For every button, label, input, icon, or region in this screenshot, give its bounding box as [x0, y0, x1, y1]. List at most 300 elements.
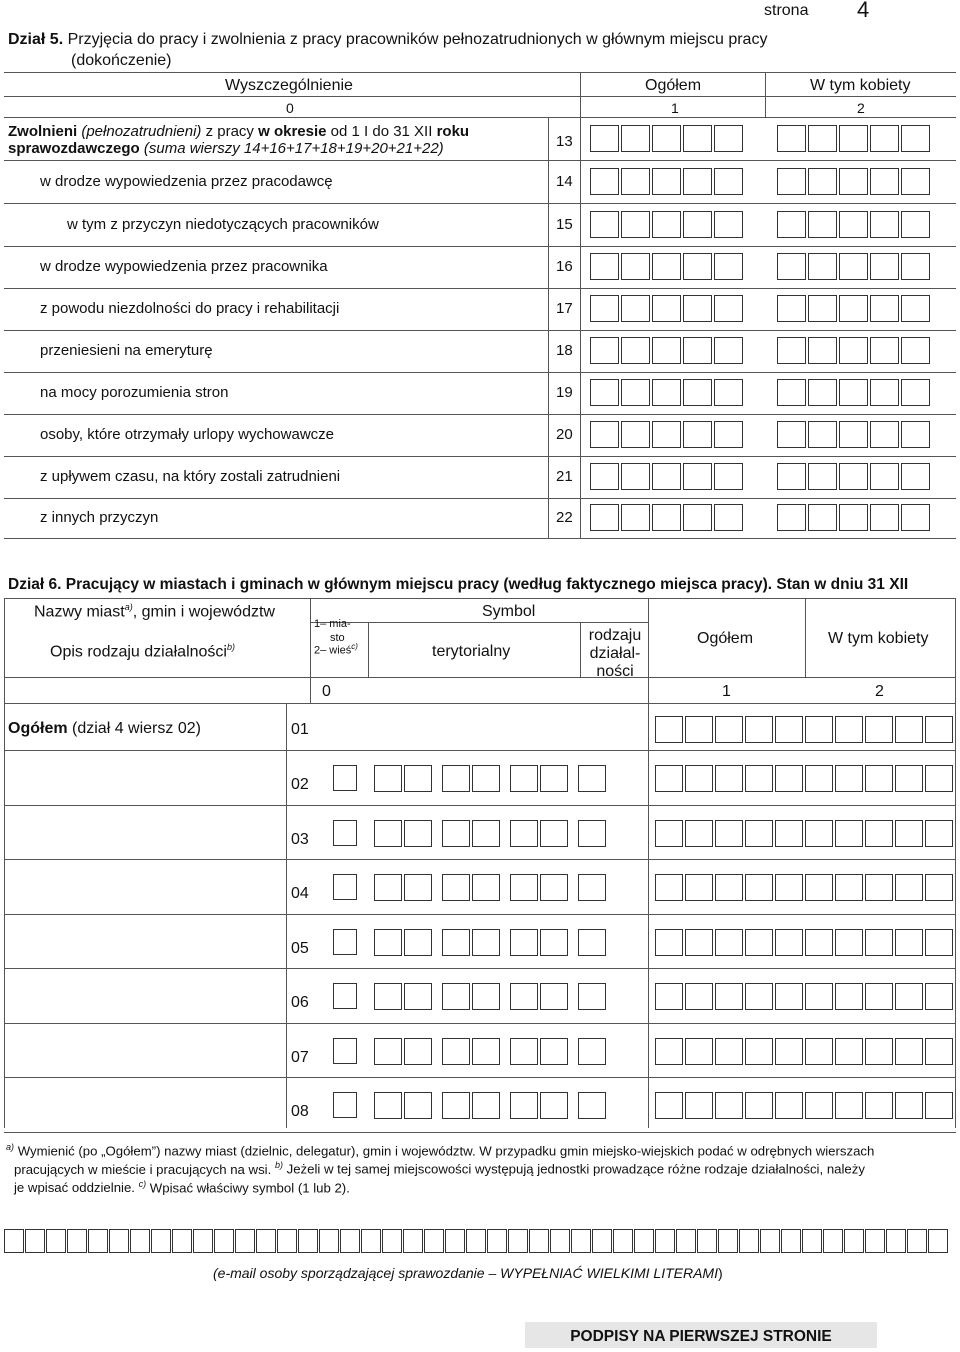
digit-box[interactable]	[442, 820, 470, 847]
email-char-box[interactable]	[193, 1229, 213, 1253]
digit-box[interactable]	[775, 1092, 803, 1119]
row-boxes-women[interactable]	[777, 295, 932, 322]
email-char-box[interactable]	[760, 1229, 780, 1253]
email-char-box[interactable]	[235, 1229, 255, 1253]
digit-box[interactable]	[404, 1092, 432, 1119]
s6-city-village-box[interactable]	[333, 874, 357, 900]
email-char-box[interactable]	[613, 1229, 633, 1253]
digit-box[interactable]	[621, 295, 650, 322]
digit-box[interactable]	[777, 168, 806, 195]
digit-box[interactable]	[442, 1092, 470, 1119]
s6-row-boxes-total[interactable]	[655, 874, 805, 901]
digit-box[interactable]	[865, 929, 893, 956]
email-char-box[interactable]	[697, 1229, 717, 1253]
digit-box[interactable]	[510, 765, 538, 792]
digit-box[interactable]	[510, 983, 538, 1010]
email-char-box[interactable]	[676, 1229, 696, 1253]
digit-box[interactable]	[865, 983, 893, 1010]
email-char-box[interactable]	[256, 1229, 276, 1253]
digit-box[interactable]	[777, 253, 806, 280]
digit-box[interactable]	[683, 295, 712, 322]
s6-city-village-box[interactable]	[333, 929, 357, 955]
digit-box[interactable]	[835, 1038, 863, 1065]
email-char-box[interactable]	[340, 1229, 360, 1253]
digit-box[interactable]	[652, 379, 681, 406]
email-char-box[interactable]	[466, 1229, 486, 1253]
s6-city-village-box[interactable]	[333, 820, 357, 846]
digit-box[interactable]	[777, 463, 806, 490]
digit-box[interactable]	[590, 253, 619, 280]
email-char-box[interactable]	[403, 1229, 423, 1253]
digit-box[interactable]	[805, 1038, 833, 1065]
email-char-box[interactable]	[550, 1229, 570, 1253]
digit-box[interactable]	[777, 125, 806, 152]
digit-box[interactable]	[621, 125, 650, 152]
digit-box[interactable]	[621, 463, 650, 490]
row-boxes-women[interactable]	[777, 168, 932, 195]
digit-box[interactable]	[925, 874, 953, 901]
digit-box[interactable]	[865, 1092, 893, 1119]
email-char-box[interactable]	[109, 1229, 129, 1253]
digit-box[interactable]	[578, 983, 606, 1010]
digit-box[interactable]	[870, 211, 899, 238]
digit-box[interactable]	[510, 820, 538, 847]
digit-box[interactable]	[808, 337, 837, 364]
digit-box[interactable]	[683, 337, 712, 364]
email-char-box[interactable]	[25, 1229, 45, 1253]
s6-row-boxes-total[interactable]	[655, 1092, 805, 1119]
digit-box[interactable]	[715, 929, 743, 956]
digit-box[interactable]	[895, 1092, 923, 1119]
digit-box[interactable]	[683, 421, 712, 448]
digit-box[interactable]	[808, 125, 837, 152]
digit-box[interactable]	[715, 1038, 743, 1065]
digit-box[interactable]	[835, 874, 863, 901]
digit-box[interactable]	[745, 820, 773, 847]
digit-box[interactable]	[685, 983, 713, 1010]
digit-box[interactable]	[333, 874, 357, 900]
digit-box[interactable]	[901, 421, 930, 448]
digit-box[interactable]	[333, 1038, 357, 1064]
digit-box[interactable]	[655, 765, 683, 792]
email-char-box[interactable]	[655, 1229, 675, 1253]
digit-box[interactable]	[621, 504, 650, 531]
s6-row-boxes-total[interactable]	[655, 820, 805, 847]
digit-box[interactable]	[839, 504, 868, 531]
digit-box[interactable]	[683, 168, 712, 195]
digit-box[interactable]	[578, 765, 606, 792]
row-boxes-total[interactable]	[590, 295, 745, 322]
digit-box[interactable]	[865, 765, 893, 792]
s6-row-boxes-women[interactable]	[805, 874, 955, 901]
digit-box[interactable]	[621, 421, 650, 448]
digit-box[interactable]	[540, 874, 568, 901]
digit-box[interactable]	[805, 874, 833, 901]
digit-box[interactable]	[775, 820, 803, 847]
digit-box[interactable]	[578, 1092, 606, 1119]
digit-box[interactable]	[590, 168, 619, 195]
digit-box[interactable]	[839, 421, 868, 448]
email-char-box[interactable]	[781, 1229, 801, 1253]
row-13-boxes-women[interactable]	[777, 125, 932, 152]
digit-box[interactable]	[683, 379, 712, 406]
digit-box[interactable]	[925, 716, 953, 743]
digit-box[interactable]	[925, 983, 953, 1010]
digit-box[interactable]	[839, 125, 868, 152]
row-boxes-total[interactable]	[590, 379, 745, 406]
digit-box[interactable]	[540, 1038, 568, 1065]
digit-box[interactable]	[839, 295, 868, 322]
digit-box[interactable]	[540, 929, 568, 956]
digit-box[interactable]	[374, 929, 402, 956]
digit-box[interactable]	[925, 1038, 953, 1065]
digit-box[interactable]	[777, 337, 806, 364]
row-boxes-total[interactable]	[590, 337, 745, 364]
digit-box[interactable]	[685, 765, 713, 792]
digit-box[interactable]	[714, 125, 743, 152]
digit-box[interactable]	[870, 168, 899, 195]
email-char-box[interactable]	[298, 1229, 318, 1253]
digit-box[interactable]	[839, 253, 868, 280]
digit-box[interactable]	[895, 820, 923, 847]
digit-box[interactable]	[895, 765, 923, 792]
digit-box[interactable]	[777, 211, 806, 238]
digit-box[interactable]	[839, 337, 868, 364]
digit-box[interactable]	[808, 295, 837, 322]
digit-box[interactable]	[777, 504, 806, 531]
digit-box[interactable]	[621, 253, 650, 280]
email-char-box[interactable]	[214, 1229, 234, 1253]
digit-box[interactable]	[745, 929, 773, 956]
digit-box[interactable]	[404, 929, 432, 956]
digit-box[interactable]	[808, 379, 837, 406]
digit-box[interactable]	[901, 295, 930, 322]
email-char-box[interactable]	[361, 1229, 381, 1253]
email-char-box[interactable]	[88, 1229, 108, 1253]
digit-box[interactable]	[374, 1092, 402, 1119]
email-char-box[interactable]	[130, 1229, 150, 1253]
digit-box[interactable]	[808, 421, 837, 448]
digit-box[interactable]	[472, 929, 500, 956]
digit-box[interactable]	[808, 253, 837, 280]
digit-box[interactable]	[901, 463, 930, 490]
digit-box[interactable]	[404, 983, 432, 1010]
digit-box[interactable]	[404, 1038, 432, 1065]
digit-box[interactable]	[745, 874, 773, 901]
digit-box[interactable]	[442, 1038, 470, 1065]
digit-box[interactable]	[442, 929, 470, 956]
digit-box[interactable]	[925, 1092, 953, 1119]
digit-box[interactable]	[655, 1038, 683, 1065]
digit-box[interactable]	[745, 1038, 773, 1065]
digit-box[interactable]	[374, 874, 402, 901]
digit-box[interactable]	[714, 253, 743, 280]
digit-box[interactable]	[714, 463, 743, 490]
digit-box[interactable]	[901, 168, 930, 195]
s6-row-boxes-total[interactable]	[655, 765, 805, 792]
digit-box[interactable]	[590, 504, 619, 531]
digit-box[interactable]	[805, 1092, 833, 1119]
row-boxes-women[interactable]	[777, 379, 932, 406]
digit-box[interactable]	[745, 1092, 773, 1119]
digit-box[interactable]	[621, 211, 650, 238]
digit-box[interactable]	[839, 168, 868, 195]
digit-box[interactable]	[590, 421, 619, 448]
digit-box[interactable]	[590, 125, 619, 152]
digit-box[interactable]	[472, 983, 500, 1010]
digit-box[interactable]	[745, 983, 773, 1010]
digit-box[interactable]	[895, 929, 923, 956]
digit-box[interactable]	[652, 168, 681, 195]
digit-box[interactable]	[805, 929, 833, 956]
s6-total-boxes-women[interactable]	[805, 716, 955, 743]
digit-box[interactable]	[895, 983, 923, 1010]
s6-city-village-box[interactable]	[333, 765, 357, 791]
digit-box[interactable]	[870, 253, 899, 280]
digit-box[interactable]	[540, 983, 568, 1010]
row-boxes-women[interactable]	[777, 253, 932, 280]
digit-box[interactable]	[652, 253, 681, 280]
digit-box[interactable]	[839, 379, 868, 406]
digit-box[interactable]	[472, 765, 500, 792]
digit-box[interactable]	[714, 295, 743, 322]
s6-row-boxes-total[interactable]	[655, 929, 805, 956]
s6-territorial-boxes[interactable]	[374, 765, 616, 792]
digit-box[interactable]	[715, 1092, 743, 1119]
digit-box[interactable]	[870, 295, 899, 322]
email-char-box[interactable]	[907, 1229, 927, 1253]
digit-box[interactable]	[652, 125, 681, 152]
digit-box[interactable]	[901, 504, 930, 531]
digit-box[interactable]	[901, 211, 930, 238]
digit-box[interactable]	[590, 379, 619, 406]
digit-box[interactable]	[510, 929, 538, 956]
email-char-box[interactable]	[487, 1229, 507, 1253]
row-boxes-total[interactable]	[590, 421, 745, 448]
digit-box[interactable]	[404, 765, 432, 792]
s6-territorial-boxes[interactable]	[374, 820, 616, 847]
s6-row-boxes-women[interactable]	[805, 820, 955, 847]
digit-box[interactable]	[683, 504, 712, 531]
row-13-boxes-total[interactable]	[590, 125, 745, 152]
digit-box[interactable]	[895, 1038, 923, 1065]
digit-box[interactable]	[472, 820, 500, 847]
email-char-box[interactable]	[865, 1229, 885, 1253]
digit-box[interactable]	[714, 168, 743, 195]
digit-box[interactable]	[578, 874, 606, 901]
row-boxes-women[interactable]	[777, 463, 932, 490]
digit-box[interactable]	[714, 337, 743, 364]
s6-city-village-box[interactable]	[333, 1038, 357, 1064]
digit-box[interactable]	[925, 929, 953, 956]
row-boxes-women[interactable]	[777, 421, 932, 448]
digit-box[interactable]	[655, 929, 683, 956]
digit-box[interactable]	[870, 463, 899, 490]
digit-box[interactable]	[895, 874, 923, 901]
digit-box[interactable]	[652, 211, 681, 238]
s6-row-boxes-women[interactable]	[805, 1092, 955, 1119]
email-char-box[interactable]	[4, 1229, 24, 1253]
email-char-box[interactable]	[592, 1229, 612, 1253]
digit-box[interactable]	[835, 1092, 863, 1119]
digit-box[interactable]	[714, 421, 743, 448]
digit-box[interactable]	[683, 211, 712, 238]
email-char-box[interactable]	[46, 1229, 66, 1253]
digit-box[interactable]	[374, 983, 402, 1010]
digit-box[interactable]	[540, 765, 568, 792]
digit-box[interactable]	[683, 253, 712, 280]
digit-box[interactable]	[590, 295, 619, 322]
digit-box[interactable]	[865, 820, 893, 847]
s6-territorial-boxes[interactable]	[374, 874, 616, 901]
s6-row-boxes-total[interactable]	[655, 1038, 805, 1065]
row-boxes-total[interactable]	[590, 253, 745, 280]
digit-box[interactable]	[578, 929, 606, 956]
email-char-box[interactable]	[928, 1229, 948, 1253]
digit-box[interactable]	[714, 211, 743, 238]
email-char-box[interactable]	[382, 1229, 402, 1253]
digit-box[interactable]	[652, 421, 681, 448]
digit-box[interactable]	[925, 765, 953, 792]
s6-territorial-boxes[interactable]	[374, 983, 616, 1010]
digit-box[interactable]	[835, 929, 863, 956]
row-boxes-total[interactable]	[590, 504, 745, 531]
row-boxes-women[interactable]	[777, 337, 932, 364]
email-char-box[interactable]	[886, 1229, 906, 1253]
row-boxes-women[interactable]	[777, 504, 932, 531]
digit-box[interactable]	[685, 1038, 713, 1065]
digit-box[interactable]	[374, 1038, 402, 1065]
digit-box[interactable]	[870, 421, 899, 448]
digit-box[interactable]	[901, 379, 930, 406]
s6-row-boxes-women[interactable]	[805, 983, 955, 1010]
digit-box[interactable]	[655, 716, 683, 743]
digit-box[interactable]	[777, 295, 806, 322]
email-char-box[interactable]	[823, 1229, 843, 1253]
digit-box[interactable]	[652, 295, 681, 322]
s6-territorial-boxes[interactable]	[374, 1092, 616, 1119]
digit-box[interactable]	[333, 983, 357, 1009]
digit-box[interactable]	[510, 1038, 538, 1065]
digit-box[interactable]	[901, 337, 930, 364]
digit-box[interactable]	[805, 716, 833, 743]
digit-box[interactable]	[442, 983, 470, 1010]
digit-box[interactable]	[808, 463, 837, 490]
digit-box[interactable]	[590, 463, 619, 490]
digit-box[interactable]	[715, 765, 743, 792]
digit-box[interactable]	[685, 820, 713, 847]
s6-row-boxes-women[interactable]	[805, 929, 955, 956]
digit-box[interactable]	[333, 765, 357, 791]
digit-box[interactable]	[835, 820, 863, 847]
s6-row-boxes-total[interactable]	[655, 983, 805, 1010]
digit-box[interactable]	[775, 765, 803, 792]
digit-box[interactable]	[835, 765, 863, 792]
digit-box[interactable]	[404, 874, 432, 901]
digit-box[interactable]	[715, 820, 743, 847]
email-char-box[interactable]	[718, 1229, 738, 1253]
digit-box[interactable]	[652, 337, 681, 364]
digit-box[interactable]	[775, 1038, 803, 1065]
digit-box[interactable]	[775, 929, 803, 956]
row-boxes-total[interactable]	[590, 211, 745, 238]
row-boxes-women[interactable]	[777, 211, 932, 238]
digit-box[interactable]	[775, 716, 803, 743]
digit-box[interactable]	[655, 983, 683, 1010]
email-char-box[interactable]	[172, 1229, 192, 1253]
digit-box[interactable]	[578, 820, 606, 847]
digit-box[interactable]	[683, 463, 712, 490]
digit-box[interactable]	[442, 874, 470, 901]
email-char-box[interactable]	[739, 1229, 759, 1253]
digit-box[interactable]	[655, 874, 683, 901]
s6-territorial-boxes[interactable]	[374, 929, 616, 956]
digit-box[interactable]	[808, 211, 837, 238]
digit-box[interactable]	[510, 1092, 538, 1119]
s6-city-village-box[interactable]	[333, 983, 357, 1009]
digit-box[interactable]	[870, 504, 899, 531]
email-char-box[interactable]	[151, 1229, 171, 1253]
s6-total-boxes-total[interactable]	[655, 716, 805, 743]
digit-box[interactable]	[865, 1038, 893, 1065]
s6-city-village-box[interactable]	[333, 1092, 357, 1118]
digit-box[interactable]	[685, 929, 713, 956]
digit-box[interactable]	[621, 379, 650, 406]
email-char-box[interactable]	[424, 1229, 444, 1253]
digit-box[interactable]	[333, 1092, 357, 1118]
digit-box[interactable]	[333, 820, 357, 846]
s6-row-boxes-women[interactable]	[805, 765, 955, 792]
digit-box[interactable]	[715, 874, 743, 901]
digit-box[interactable]	[805, 820, 833, 847]
digit-box[interactable]	[835, 716, 863, 743]
digit-box[interactable]	[655, 820, 683, 847]
digit-box[interactable]	[839, 463, 868, 490]
digit-box[interactable]	[472, 1038, 500, 1065]
email-char-box[interactable]	[67, 1229, 87, 1253]
digit-box[interactable]	[870, 379, 899, 406]
digit-box[interactable]	[715, 716, 743, 743]
digit-box[interactable]	[777, 421, 806, 448]
digit-box[interactable]	[652, 504, 681, 531]
digit-box[interactable]	[472, 1092, 500, 1119]
digit-box[interactable]	[865, 716, 893, 743]
digit-box[interactable]	[685, 874, 713, 901]
email-char-box[interactable]	[802, 1229, 822, 1253]
digit-box[interactable]	[714, 504, 743, 531]
digit-box[interactable]	[374, 765, 402, 792]
digit-box[interactable]	[895, 716, 923, 743]
digit-box[interactable]	[540, 820, 568, 847]
digit-box[interactable]	[775, 983, 803, 1010]
digit-box[interactable]	[621, 337, 650, 364]
email-char-box[interactable]	[277, 1229, 297, 1253]
digit-box[interactable]	[714, 379, 743, 406]
digit-box[interactable]	[333, 929, 357, 955]
email-char-box[interactable]	[634, 1229, 654, 1253]
digit-box[interactable]	[655, 1092, 683, 1119]
digit-box[interactable]	[775, 874, 803, 901]
digit-box[interactable]	[374, 820, 402, 847]
digit-box[interactable]	[835, 983, 863, 1010]
digit-box[interactable]	[404, 820, 432, 847]
digit-box[interactable]	[472, 874, 500, 901]
digit-box[interactable]	[715, 983, 743, 1010]
digit-box[interactable]	[925, 820, 953, 847]
digit-box[interactable]	[652, 463, 681, 490]
digit-box[interactable]	[870, 337, 899, 364]
email-char-box[interactable]	[319, 1229, 339, 1253]
